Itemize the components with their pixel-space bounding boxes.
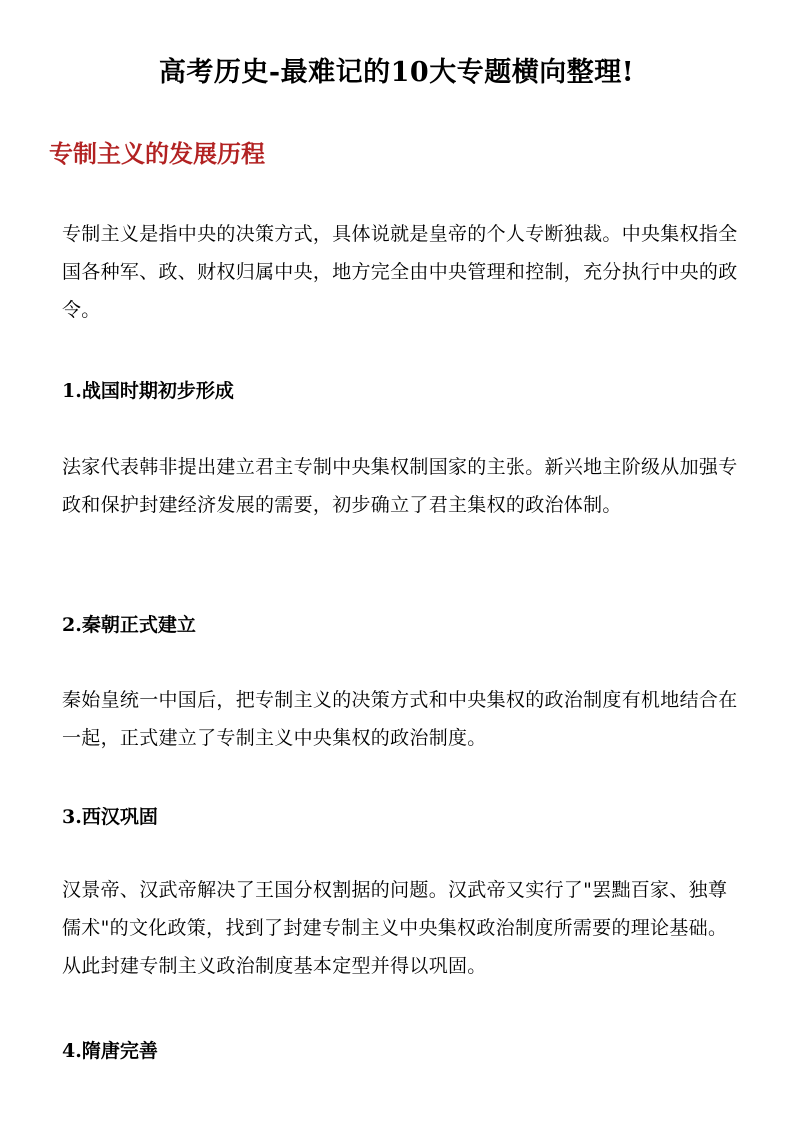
document-title: 高考历史-最难记的10大专题横向整理!	[158, 57, 635, 88]
stage-heading-1: 1.战国时期初步形成	[62, 380, 234, 402]
stage-body-2: 秦始皇统一中国后，把专制主义的决策方式和中央集权的政治制度有机地结合在一起，正式建立了专制主义中央集权的政治制度。	[62, 689, 738, 749]
intro-paragraph: 专制主义是指中央的决策方式，具体说就是皇帝的个人专断独裁。中央集权指全国各种军、政、财权归属中央，地方完全由中央管理和控制，充分执行中央的政令。	[62, 223, 738, 321]
stage-heading-4: 4.隋唐完善	[62, 1040, 158, 1062]
stage-heading-3: 3.西汉巩固	[62, 806, 158, 828]
stage-body-1: 法家代表韩非提出建立君主专制中央集权制国家的主张。新兴地主阶级从加强专政和保护封建经济发展的需要，初步确立了君主集权的政治体制。	[62, 456, 738, 516]
stage-body-3: 汉景帝、汉武帝解决了王国分权割据的问题。汉武帝又实行了"罢黜百家、独尊儒术"的文化政策，找到了封建专制主义中央集权政治制度所需要的理论基础。从此封建专制主义政治制度基本定型并得以巩固。	[62, 879, 728, 977]
stage-heading-2: 2.秦朝正式建立	[62, 614, 196, 636]
section-heading: 专制主义的发展历程	[49, 139, 265, 168]
